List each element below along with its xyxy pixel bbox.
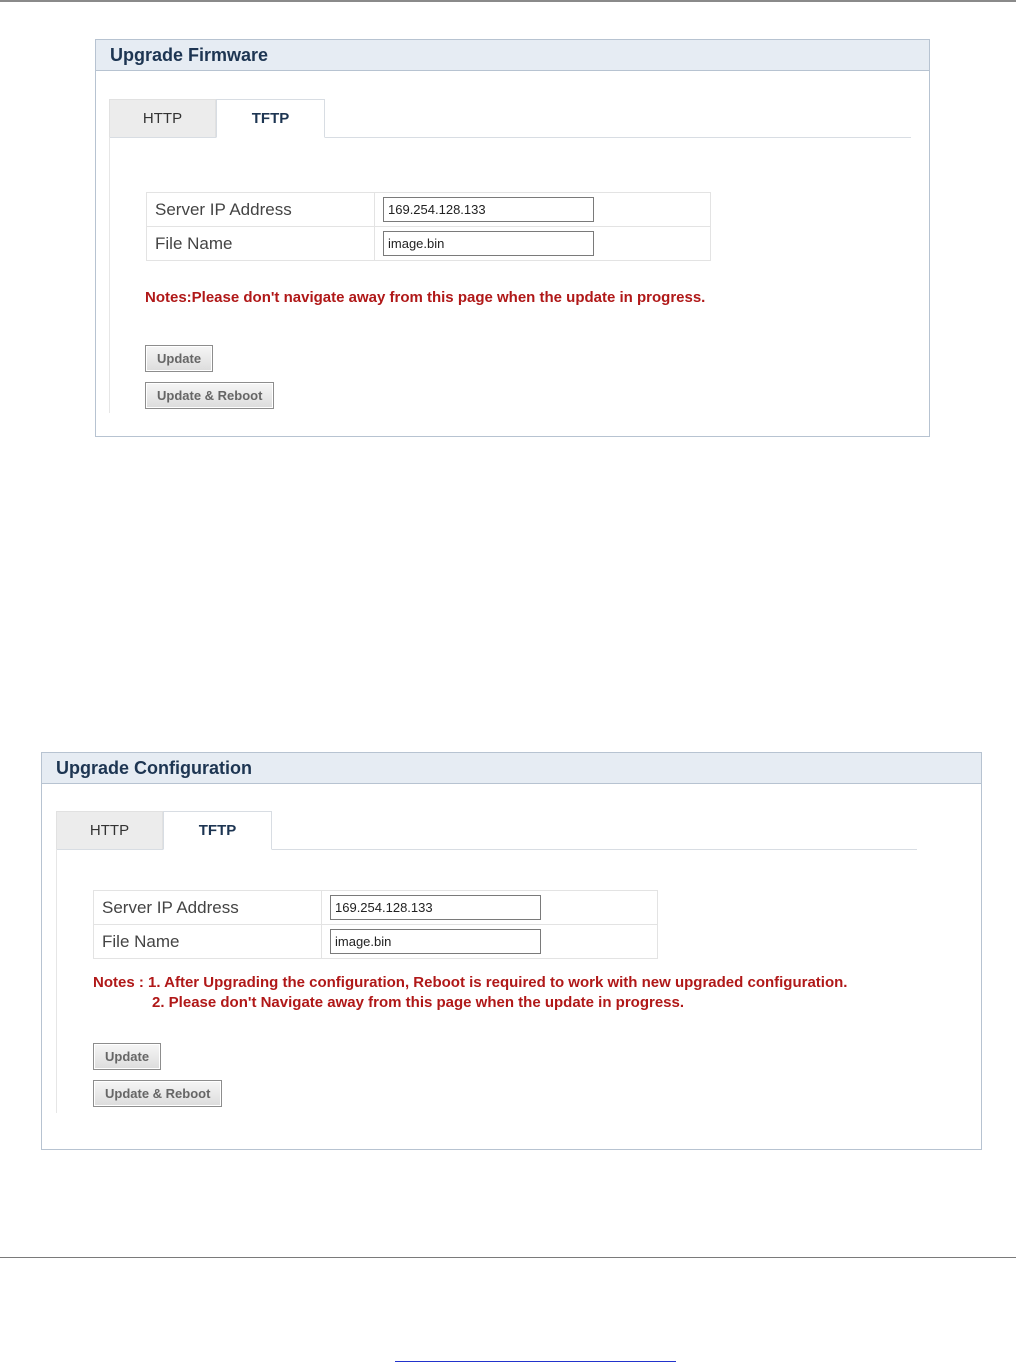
- tab-content: [109, 137, 911, 413]
- bottom-rule: [0, 1257, 1016, 1258]
- upgrade-firmware-panel: [95, 39, 930, 437]
- tab-tftp[interactable]: TFTP: [216, 99, 325, 138]
- table-row: [94, 925, 658, 959]
- update-notes-line-1: Notes : 1. After Upgrading the configuration, Reboot is required to work with new upgraded configuration.: [93, 974, 848, 991]
- panel-title: Upgrade Firmware: [96, 40, 929, 71]
- server-ip-cell: [375, 193, 711, 227]
- footer-link-underline: [395, 1361, 676, 1362]
- server-ip-label: Server IP Address: [147, 193, 375, 227]
- update-reboot-button[interactable]: Update & Reboot: [145, 382, 274, 409]
- tab-bar: [109, 99, 911, 138]
- table-row: [147, 193, 711, 227]
- server-ip-label: Server IP Address: [94, 891, 322, 925]
- table-row: [94, 891, 658, 925]
- tftp-form-table: [146, 192, 711, 261]
- server-ip-input[interactable]: [383, 197, 594, 222]
- update-button[interactable]: Update: [93, 1043, 161, 1070]
- file-name-label: File Name: [94, 925, 322, 959]
- upgrade-configuration-panel: [41, 752, 982, 1150]
- file-name-cell: [375, 227, 711, 261]
- tab-container: [56, 811, 917, 1113]
- file-name-input[interactable]: [383, 231, 594, 256]
- panel-title: Upgrade Configuration: [42, 753, 981, 784]
- table-row: [147, 227, 711, 261]
- top-rule: [0, 0, 1016, 2]
- tab-content: [56, 849, 917, 1113]
- update-notes: Notes:Please don't navigate away from this page when the update in progress.: [145, 289, 706, 306]
- tab-tftp[interactable]: TFTP: [163, 811, 272, 850]
- tftp-form-table: [93, 890, 658, 959]
- server-ip-cell: [322, 891, 658, 925]
- tab-http[interactable]: HTTP: [109, 99, 216, 137]
- tab-http[interactable]: HTTP: [56, 811, 163, 849]
- file-name-input[interactable]: [330, 929, 541, 954]
- update-notes-line-2: 2. Please don't Navigate away from this page when the update in progress.: [152, 994, 685, 1011]
- file-name-cell: [322, 925, 658, 959]
- update-button[interactable]: Update: [145, 345, 213, 372]
- server-ip-input[interactable]: [330, 895, 541, 920]
- update-reboot-button[interactable]: Update & Reboot: [93, 1080, 222, 1107]
- file-name-label: File Name: [147, 227, 375, 261]
- tab-bar: [56, 811, 917, 850]
- tab-container: [109, 99, 911, 413]
